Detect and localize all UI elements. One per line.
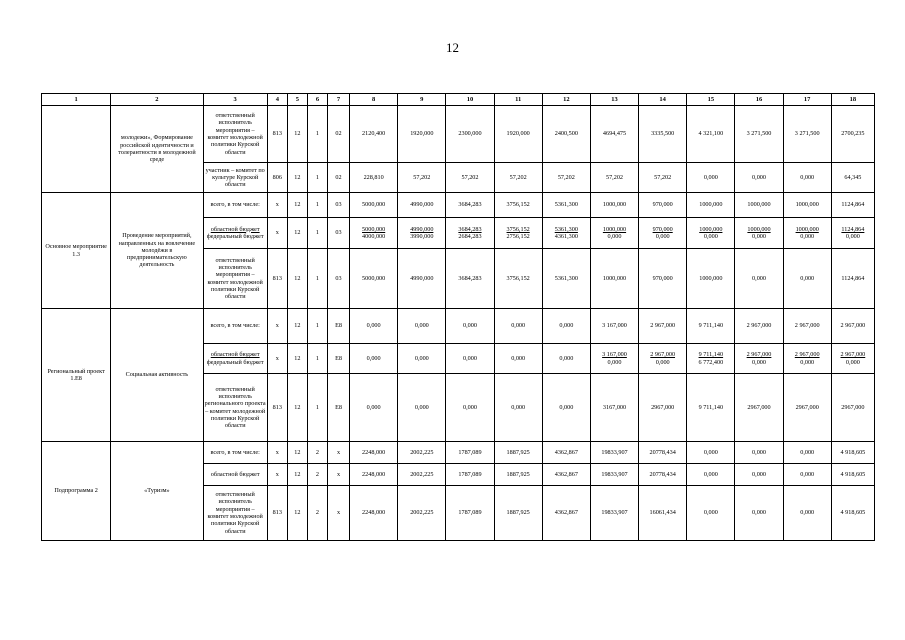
value-cell: 12 [287, 464, 307, 486]
value-cell: 0,000 [494, 309, 542, 344]
value-cell: х [267, 464, 287, 486]
value-cell: 12 [287, 249, 307, 309]
value-cell: 3167,000 [590, 374, 638, 442]
value-cell: 1 [307, 193, 327, 218]
value-cell: 0,000 [783, 486, 831, 541]
value-cell: 4 918,605 [831, 442, 874, 464]
value-cell: 57,202 [494, 163, 542, 193]
value-cell: 0,000 [687, 163, 735, 193]
value-cell: 12 [287, 106, 307, 163]
value-cell [831, 344, 874, 374]
value-cell: 19833,907 [590, 442, 638, 464]
value-cell: 2967,000 [639, 374, 687, 442]
value-cell: 2967,000 [783, 374, 831, 442]
value-line: 4990,000 [410, 225, 434, 233]
value-cell [735, 218, 783, 249]
value-cell: 16061,434 [639, 486, 687, 541]
value-cell: 1 [307, 344, 327, 374]
value-cell: 0,000 [446, 374, 494, 442]
value-cell: 2 [307, 486, 327, 541]
value-line: 2 967,000 [650, 351, 676, 359]
value-line: 0,000 [655, 358, 670, 366]
value-cell: 2248,000 [350, 464, 398, 486]
executor-cell [203, 344, 267, 374]
value-cell: 57,202 [542, 163, 590, 193]
value-cell: 3684,283 [446, 193, 494, 218]
value-cell: 57,202 [639, 163, 687, 193]
value-cell [494, 218, 542, 249]
value-cell: 12 [287, 374, 307, 442]
value-cell: х [267, 442, 287, 464]
value-cell: 1887,925 [494, 464, 542, 486]
value-cell [687, 344, 735, 374]
value-cell: 02 [327, 106, 349, 163]
value-cell: 5000,000 [350, 249, 398, 309]
value-line: 6 772,400 [698, 358, 724, 366]
value-cell: 4 918,605 [831, 486, 874, 541]
value-line: 1000,000 [795, 225, 819, 233]
value-cell [446, 218, 494, 249]
executor-cell [203, 218, 267, 249]
value-cell: 2002,225 [398, 464, 446, 486]
value-cell: 3756,152 [494, 249, 542, 309]
value-cell: 12 [287, 309, 307, 344]
value-cell: х [327, 442, 349, 464]
value-cell [783, 344, 831, 374]
value-cell: 3756,152 [494, 193, 542, 218]
executor-cell: ответственный исполнитель регионального проекта – комитет молодежной политики Курской области [203, 374, 267, 442]
value-cell: 2 967,000 [831, 309, 874, 344]
value-cell: 02 [327, 163, 349, 193]
value-cell: 64,345 [831, 163, 874, 193]
value-line: 2 967,000 [746, 351, 772, 359]
value-line: 1000,000 [699, 225, 723, 233]
value-cell [590, 344, 638, 374]
value-cell: 03 [327, 218, 349, 249]
value-cell: 4990,000 [398, 249, 446, 309]
value-cell: 1 [307, 106, 327, 163]
column-number-13: 13 [590, 94, 638, 106]
executor-cell: всего, в том числе: [203, 442, 267, 464]
column-number-7: 7 [327, 94, 349, 106]
value-cell: 1000,000 [783, 193, 831, 218]
executor-line: областной бюджет [210, 351, 260, 359]
value-cell: 2700,235 [831, 106, 874, 163]
value-cell: 3 271,500 [735, 106, 783, 163]
value-line: 0,000 [800, 233, 815, 240]
value-cell: 0,000 [350, 374, 398, 442]
value-cell: 3 271,500 [783, 106, 831, 163]
column-number-18: 18 [831, 94, 874, 106]
column-number-15: 15 [687, 94, 735, 106]
value-cell: 1 [307, 309, 327, 344]
value-cell: 1 [307, 163, 327, 193]
value-line: 0,000 [845, 358, 860, 366]
value-cell: 0,000 [687, 486, 735, 541]
value-cell: 0,000 [350, 309, 398, 344]
value-cell: 0,000 [735, 486, 783, 541]
value-cell: 0,000 [542, 309, 590, 344]
executor-line: федеральный бюджет [206, 358, 264, 366]
value-cell: 2 967,000 [783, 309, 831, 344]
value-cell: 1787,089 [446, 486, 494, 541]
value-cell: 4362,867 [542, 486, 590, 541]
value-line: 0,000 [752, 233, 766, 240]
value-cell: 9 711,140 [687, 374, 735, 442]
value-cell: 2400,500 [542, 106, 590, 163]
value-cell: 4990,000 [398, 193, 446, 218]
value-line: 2 967,000 [840, 351, 866, 359]
value-cell: 2002,225 [398, 486, 446, 541]
value-cell: 03 [327, 193, 349, 218]
value-line: 1000,000 [602, 225, 627, 233]
value-line: 1000,000 [747, 225, 771, 233]
value-cell: 0,000 [350, 344, 398, 374]
value-line: 3756,152 [506, 225, 530, 233]
value-cell: 1124,864 [831, 249, 874, 309]
value-cell: 1000,000 [687, 193, 735, 218]
column-number-16: 16 [735, 94, 783, 106]
value-line: 1124,864 [841, 225, 865, 233]
value-cell: Е8 [327, 374, 349, 442]
value-cell: 0,000 [542, 344, 590, 374]
column-number-6: 6 [307, 94, 327, 106]
table-row [42, 106, 875, 163]
value-cell: 0,000 [783, 442, 831, 464]
value-line: 2 967,000 [794, 351, 820, 359]
value-cell: 2248,000 [350, 442, 398, 464]
value-cell: 1920,000 [494, 106, 542, 163]
value-cell: 03 [327, 249, 349, 309]
value-cell: 12 [287, 163, 307, 193]
value-cell: 12 [287, 442, 307, 464]
program-code-cell: Региональный проект 1.Е8 [42, 309, 111, 442]
executor-cell: всего, в том числе: [203, 309, 267, 344]
executor-cell: всего, в том числе: [203, 193, 267, 218]
value-cell [639, 218, 687, 249]
value-line: 0,000 [607, 233, 622, 240]
value-cell: 2248,000 [350, 486, 398, 541]
value-cell: 3 167,000 [590, 309, 638, 344]
value-cell: 0,000 [494, 344, 542, 374]
column-number-9: 9 [398, 94, 446, 106]
value-cell: 4362,867 [542, 464, 590, 486]
value-cell: 813 [267, 249, 287, 309]
value-cell: 12 [287, 193, 307, 218]
value-cell: х [327, 464, 349, 486]
value-cell: 1920,000 [398, 106, 446, 163]
column-number-11: 11 [494, 94, 542, 106]
budget-table [41, 93, 875, 541]
program-name-cell: Проведение мероприятий, направленных на вовлечение молодёжи в предпринимательскую деятельность [111, 193, 203, 309]
value-line: 0,000 [752, 358, 766, 366]
value-cell [590, 218, 638, 249]
program-code-cell: Подпрограмма 2 [42, 442, 111, 541]
value-cell: 0,000 [446, 309, 494, 344]
value-cell: 2 [307, 464, 327, 486]
page-number: 12 [446, 40, 459, 55]
value-cell: 813 [267, 106, 287, 163]
program-name-cell: Социальная активность [111, 309, 203, 442]
value-cell [398, 218, 446, 249]
value-cell: 970,000 [639, 249, 687, 309]
value-cell: 1000,000 [590, 249, 638, 309]
value-cell: 4 321,100 [687, 106, 735, 163]
value-cell: 4362,867 [542, 442, 590, 464]
value-line: 2756,152 [506, 233, 530, 240]
value-cell: 19833,907 [590, 464, 638, 486]
column-number-8: 8 [350, 94, 398, 106]
value-cell: 12 [287, 344, 307, 374]
value-cell: 2967,000 [831, 374, 874, 442]
value-cell [687, 218, 735, 249]
program-name-cell: молодежи», Формирование российской идентичности и толерантности в молодежной среде [111, 106, 203, 193]
value-line: 4361,300 [554, 233, 578, 240]
value-cell: 0,000 [494, 374, 542, 442]
program-code-cell: Основное мероприятие 1.3 [42, 193, 111, 309]
value-cell: 0,000 [398, 374, 446, 442]
value-cell: 0,000 [783, 249, 831, 309]
value-cell: 0,000 [735, 442, 783, 464]
value-cell: 0,000 [735, 464, 783, 486]
value-cell: 5000,000 [350, 193, 398, 218]
value-cell: 20778,434 [639, 442, 687, 464]
value-cell: 12 [287, 218, 307, 249]
value-cell: 1 [307, 218, 327, 249]
value-line: 9 711,140 [698, 351, 724, 359]
value-cell: 1787,089 [446, 442, 494, 464]
value-line: 4000,000 [362, 233, 386, 240]
value-cell [639, 344, 687, 374]
value-cell: 1000,000 [590, 193, 638, 218]
value-cell: 0,000 [542, 374, 590, 442]
column-number-3: 3 [203, 94, 267, 106]
value-cell: 1887,925 [494, 486, 542, 541]
value-line: 5361,300 [554, 225, 578, 233]
value-cell: 12 [287, 486, 307, 541]
value-cell: 57,202 [398, 163, 446, 193]
executor-cell: участник – комитет по культуре Курской области [203, 163, 267, 193]
value-cell: 2120,400 [350, 106, 398, 163]
value-cell: 1000,000 [735, 193, 783, 218]
value-cell: 2300,000 [446, 106, 494, 163]
value-cell [735, 344, 783, 374]
executor-line: областной бюджет [210, 225, 260, 233]
column-number-10: 10 [446, 94, 494, 106]
program-name-cell: «Туризм» [111, 442, 203, 541]
value-cell: 0,000 [735, 249, 783, 309]
value-line: 970,000 [652, 225, 673, 233]
table-row [42, 309, 875, 344]
column-number-5: 5 [287, 94, 307, 106]
value-cell: 813 [267, 374, 287, 442]
value-cell: 2967,000 [735, 374, 783, 442]
executor-cell: областной бюджет [203, 464, 267, 486]
value-cell: 1 [307, 374, 327, 442]
value-cell: 806 [267, 163, 287, 193]
value-cell: 2002,225 [398, 442, 446, 464]
value-cell: 228,810 [350, 163, 398, 193]
value-cell: 5361,300 [542, 249, 590, 309]
value-cell: 1787,089 [446, 464, 494, 486]
value-cell: 3684,283 [446, 249, 494, 309]
value-cell [350, 218, 398, 249]
value-cell: х [327, 486, 349, 541]
value-cell: 0,000 [398, 309, 446, 344]
table-row [42, 442, 875, 464]
value-cell: 2 [307, 442, 327, 464]
column-number-17: 17 [783, 94, 831, 106]
value-cell: 0,000 [687, 442, 735, 464]
value-cell: 4 918,605 [831, 464, 874, 486]
value-cell: 0,000 [446, 344, 494, 374]
value-line: 2684,283 [458, 233, 482, 240]
program-code-cell [42, 106, 111, 193]
value-cell: 1000,000 [687, 249, 735, 309]
value-cell: 3335,500 [639, 106, 687, 163]
value-line: 3 167,000 [602, 351, 627, 359]
column-number-4: 4 [267, 94, 287, 106]
value-line: 3684,283 [458, 225, 482, 233]
value-cell: 2 967,000 [639, 309, 687, 344]
value-cell: 5361,300 [542, 193, 590, 218]
executor-cell: ответственный исполнитель мероприятия – комитет молодежной политики Курской области [203, 249, 267, 309]
value-line: 0,000 [607, 358, 622, 366]
value-cell: х [267, 344, 287, 374]
value-cell [783, 218, 831, 249]
value-cell: Е8 [327, 309, 349, 344]
value-cell: Е8 [327, 344, 349, 374]
table-body [42, 94, 875, 541]
value-cell: 9 711,140 [687, 309, 735, 344]
value-cell: 1887,925 [494, 442, 542, 464]
value-cell: 0,000 [735, 163, 783, 193]
executor-line: федеральный бюджет [206, 233, 264, 240]
value-cell: 57,202 [446, 163, 494, 193]
value-cell: 2 967,000 [735, 309, 783, 344]
value-cell: 20778,434 [639, 464, 687, 486]
value-cell: 57,202 [590, 163, 638, 193]
column-number-14: 14 [639, 94, 687, 106]
value-cell: 4694,475 [590, 106, 638, 163]
value-line: 0,000 [703, 233, 718, 240]
value-line: 5000,000 [362, 225, 386, 233]
value-cell [542, 218, 590, 249]
value-cell: 0,000 [687, 464, 735, 486]
column-number-2: 2 [111, 94, 203, 106]
value-cell: 0,000 [398, 344, 446, 374]
value-cell: х [267, 309, 287, 344]
column-number-12: 12 [542, 94, 590, 106]
value-cell: 19833,907 [590, 486, 638, 541]
value-cell: х [267, 218, 287, 249]
value-cell [831, 218, 874, 249]
value-cell: 1124,864 [831, 193, 874, 218]
table-row [42, 193, 875, 218]
value-cell: 1 [307, 249, 327, 309]
value-line: 0,000 [655, 233, 670, 240]
value-cell: 970,000 [639, 193, 687, 218]
executor-cell: ответственный исполнитель мероприятия – комитет молодежной политики Курской области [203, 486, 267, 541]
value-cell: х [267, 193, 287, 218]
executor-cell: ответственный исполнитель мероприятия – комитет молодежной политики Курской области [203, 106, 267, 163]
column-number-1: 1 [42, 94, 111, 106]
value-line: 0,000 [845, 233, 860, 240]
value-line: 0,000 [800, 358, 815, 366]
value-cell: 0,000 [783, 163, 831, 193]
value-cell: 813 [267, 486, 287, 541]
header-row [42, 94, 875, 106]
value-cell: 0,000 [783, 464, 831, 486]
value-line: 3990,000 [410, 233, 434, 240]
